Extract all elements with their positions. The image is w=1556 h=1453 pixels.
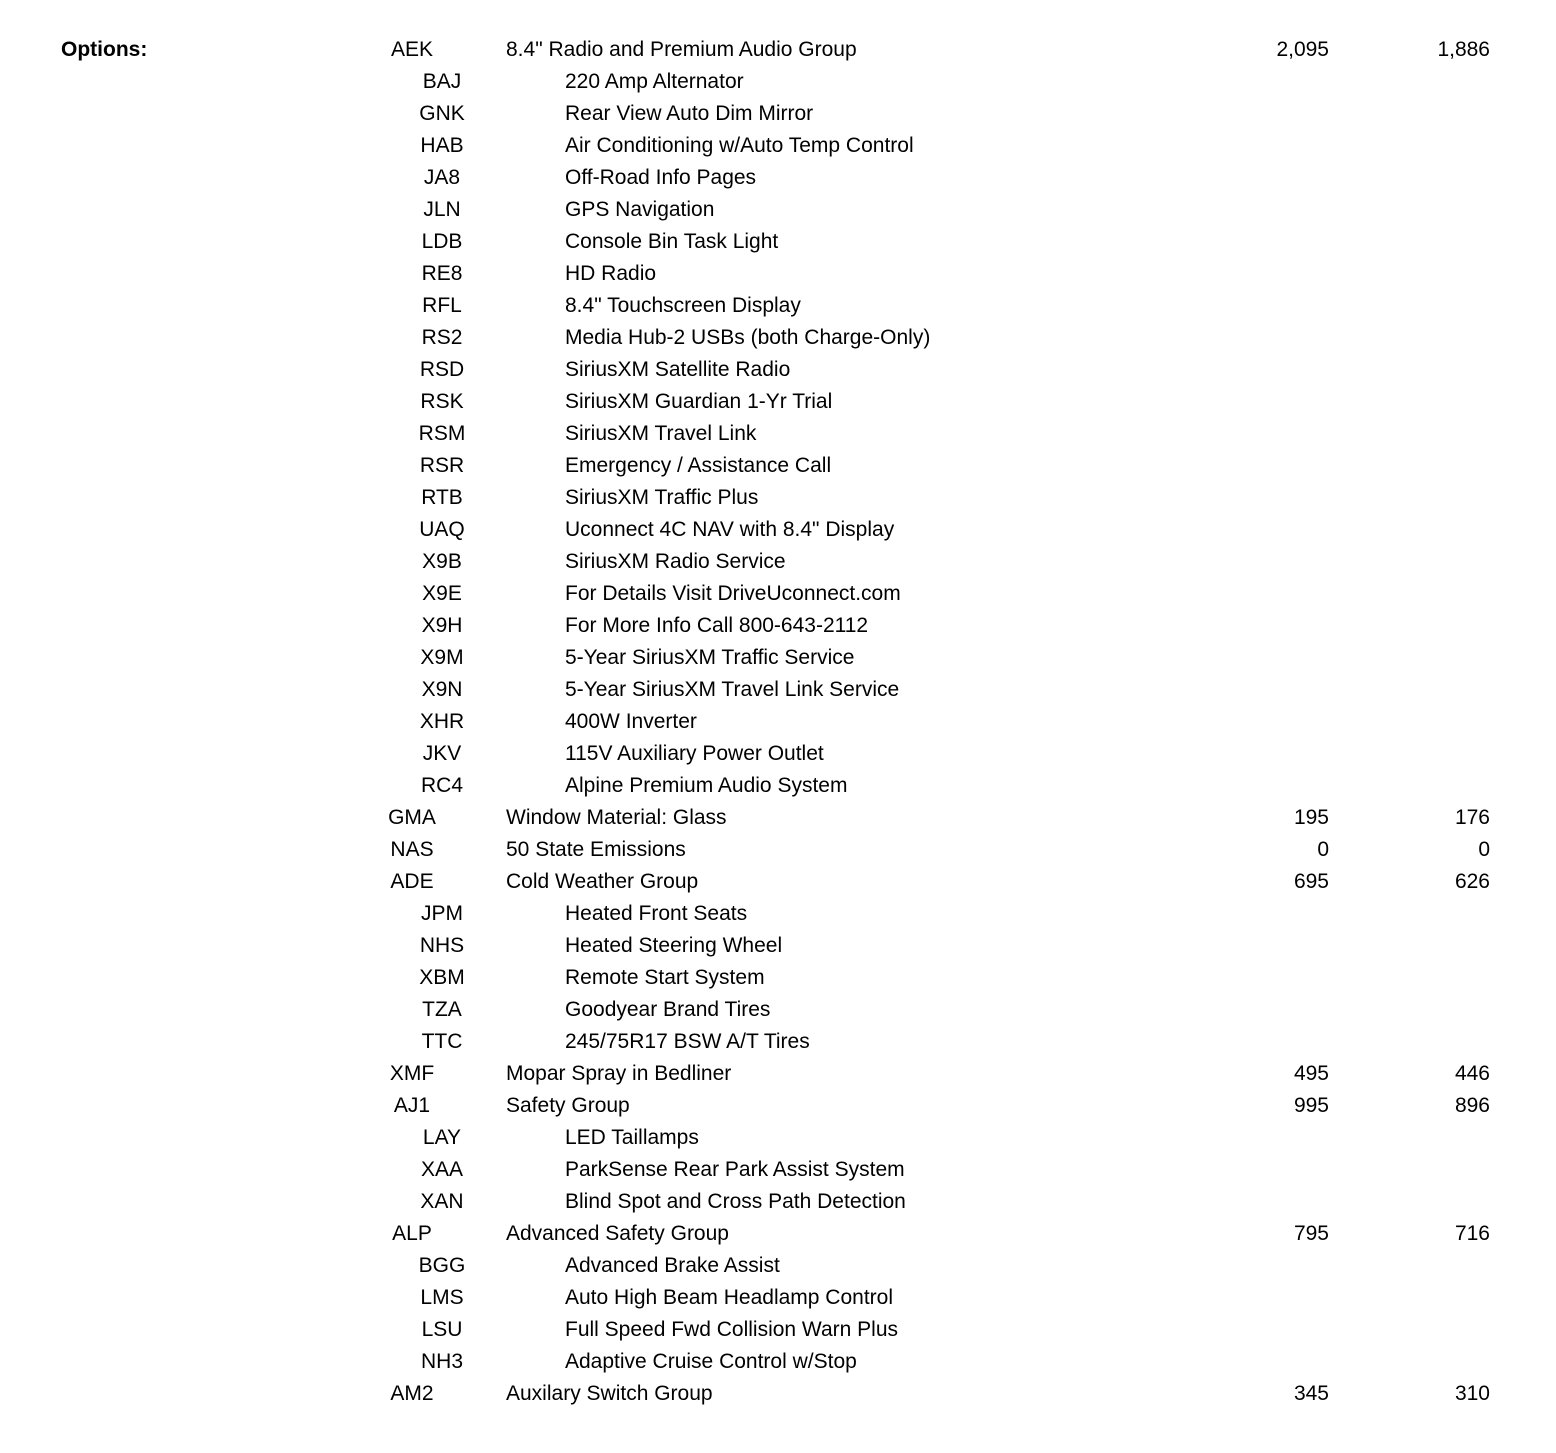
option-code: NH3 <box>420 1350 463 1373</box>
option-invoice: 176 <box>1454 806 1490 829</box>
option-sub-row <box>0 962 1556 994</box>
option-description: Cold Weather Group <box>506 870 699 893</box>
option-row <box>0 1090 1556 1122</box>
option-msrp: 795 <box>1293 1222 1329 1245</box>
option-sub-row <box>0 930 1556 962</box>
option-description: Goodyear Brand Tires <box>565 998 771 1021</box>
option-invoice: 0 <box>1478 838 1490 861</box>
option-description: Uconnect 4C NAV with 8.4" Display <box>565 518 895 541</box>
option-code: JKV <box>422 742 462 765</box>
option-description: 8.4" Radio and Premium Audio Group <box>506 38 857 61</box>
option-code: AM2 <box>390 1382 434 1405</box>
option-description: 50 State Emissions <box>506 838 686 861</box>
option-code: TTC <box>421 1030 463 1053</box>
option-sub-row <box>0 770 1556 802</box>
option-code: JLN <box>423 198 461 221</box>
option-description: Remote Start System <box>565 966 765 989</box>
option-sub-row <box>0 738 1556 770</box>
option-description: Safety Group <box>506 1094 630 1117</box>
option-description: Auto High Beam Headlamp Control <box>565 1286 894 1309</box>
option-sub-row <box>0 514 1556 546</box>
option-code: GMA <box>388 806 436 829</box>
option-description: Air Conditioning w/Auto Temp Control <box>565 134 914 157</box>
option-description: Advanced Brake Assist <box>565 1254 780 1277</box>
option-code: RSR <box>419 454 465 477</box>
option-sub-row <box>0 450 1556 482</box>
option-sub-row <box>0 1122 1556 1154</box>
option-msrp: 995 <box>1293 1094 1329 1117</box>
option-sub-row <box>0 162 1556 194</box>
option-sub-row <box>0 1026 1556 1058</box>
option-sub-row <box>0 194 1556 226</box>
option-row <box>0 802 1556 834</box>
option-description: Console Bin Task Light <box>565 230 779 253</box>
option-code: X9B <box>422 550 462 573</box>
option-description: Blind Spot and Cross Path Detection <box>565 1190 906 1213</box>
option-code: JPM <box>421 902 463 925</box>
option-code: RSM <box>418 422 466 445</box>
option-code: X9M <box>420 646 464 669</box>
option-sub-row <box>0 290 1556 322</box>
option-sub-row <box>0 1282 1556 1314</box>
option-code: RSK <box>420 390 464 413</box>
option-description: ParkSense Rear Park Assist System <box>565 1158 905 1181</box>
option-code: ALP <box>392 1222 432 1245</box>
option-code: RSD <box>419 358 465 381</box>
options-list <box>0 34 1556 1410</box>
option-row <box>0 834 1556 866</box>
option-description: Mopar Spray in Bedliner <box>506 1062 732 1085</box>
option-sub-row <box>0 1314 1556 1346</box>
option-invoice: 626 <box>1454 870 1490 893</box>
option-description: 115V Auxiliary Power Outlet <box>565 742 824 765</box>
option-sub-row <box>0 482 1556 514</box>
option-sub-row <box>0 354 1556 386</box>
option-code: XAN <box>420 1190 464 1213</box>
option-invoice: 1,886 <box>1437 38 1490 61</box>
option-description: 245/75R17 BSW A/T Tires <box>565 1030 810 1053</box>
option-sub-row <box>0 1154 1556 1186</box>
option-description: GPS Navigation <box>565 198 715 221</box>
option-description: Media Hub-2 USBs (both Charge-Only) <box>565 326 931 349</box>
option-sub-row <box>0 258 1556 290</box>
option-code: X9N <box>421 678 463 701</box>
option-description: 220 Amp Alternator <box>565 70 744 93</box>
option-code: TZA <box>422 998 462 1021</box>
option-description: For Details Visit DriveUconnect.com <box>565 582 901 605</box>
option-sub-row <box>0 226 1556 258</box>
option-row <box>0 34 1556 66</box>
option-row <box>0 1218 1556 1250</box>
option-description: SiriusXM Guardian 1-Yr Trial <box>565 390 833 413</box>
option-code: RTB <box>421 486 463 509</box>
option-code: LDB <box>421 230 463 253</box>
option-sub-row <box>0 674 1556 706</box>
option-msrp: 195 <box>1293 806 1329 829</box>
option-sub-row <box>0 642 1556 674</box>
option-row <box>0 1378 1556 1410</box>
option-code: LSU <box>421 1318 463 1341</box>
option-sub-row <box>0 1346 1556 1378</box>
option-code: BAJ <box>422 70 462 93</box>
option-invoice: 310 <box>1454 1382 1490 1405</box>
option-code: RFL <box>422 294 462 317</box>
option-sub-row <box>0 898 1556 930</box>
option-sub-row <box>0 386 1556 418</box>
option-description: 5-Year SiriusXM Travel Link Service <box>565 678 900 701</box>
option-code: XBM <box>419 966 465 989</box>
option-code: X9H <box>421 614 463 637</box>
option-code: GNK <box>419 102 465 125</box>
option-code: JA8 <box>423 166 461 189</box>
option-description: 400W Inverter <box>565 710 697 733</box>
option-row <box>0 1058 1556 1090</box>
option-sub-row <box>0 1186 1556 1218</box>
option-description: SiriusXM Satellite Radio <box>565 358 791 381</box>
option-description: Auxilary Switch Group <box>506 1382 713 1405</box>
option-description: HD Radio <box>565 262 657 285</box>
option-description: Full Speed Fwd Collision Warn Plus <box>565 1318 899 1341</box>
option-sub-row <box>0 1250 1556 1282</box>
option-code: LMS <box>420 1286 464 1309</box>
option-msrp: 0 <box>1317 838 1329 861</box>
option-description: Heated Steering Wheel <box>565 934 783 957</box>
option-code: RE8 <box>421 262 463 285</box>
options-label: Options: <box>61 38 148 61</box>
option-code: BGG <box>418 1254 466 1277</box>
option-code: LAY <box>422 1126 462 1149</box>
option-description: Heated Front Seats <box>565 902 748 925</box>
option-sub-row <box>0 418 1556 450</box>
option-msrp: 2,095 <box>1276 38 1329 61</box>
option-invoice: 446 <box>1454 1062 1490 1085</box>
option-description: 5-Year SiriusXM Traffic Service <box>565 646 855 669</box>
option-description: Rear View Auto Dim Mirror <box>565 102 814 125</box>
option-row <box>0 866 1556 898</box>
option-code: NHS <box>419 934 465 957</box>
option-sub-row <box>0 98 1556 130</box>
option-sub-row <box>0 130 1556 162</box>
option-code: XMF <box>389 1062 435 1085</box>
option-description: For More Info Call 800-643-2112 <box>565 614 869 637</box>
option-invoice: 896 <box>1454 1094 1490 1117</box>
option-description: Advanced Safety Group <box>506 1222 729 1245</box>
option-description: Alpine Premium Audio System <box>565 774 848 797</box>
option-msrp: 495 <box>1293 1062 1329 1085</box>
option-sub-row <box>0 706 1556 738</box>
option-code: UAQ <box>419 518 465 541</box>
option-description: Adaptive Cruise Control w/Stop <box>565 1350 857 1373</box>
option-code: NAS <box>390 838 434 861</box>
option-sub-row <box>0 578 1556 610</box>
option-description: SiriusXM Travel Link <box>565 422 757 445</box>
option-code: X9E <box>422 582 462 605</box>
option-msrp: 695 <box>1293 870 1329 893</box>
option-sub-row <box>0 546 1556 578</box>
option-sub-row <box>0 66 1556 98</box>
option-sub-row <box>0 994 1556 1026</box>
option-code: AJ1 <box>393 1094 431 1117</box>
option-invoice: 716 <box>1454 1222 1490 1245</box>
option-code: XAA <box>420 1158 464 1181</box>
option-msrp: 345 <box>1293 1382 1329 1405</box>
option-code: AEK <box>390 38 434 61</box>
option-description: 8.4" Touchscreen Display <box>565 294 801 317</box>
option-description: LED Taillamps <box>565 1126 699 1149</box>
option-description: Window Material: Glass <box>506 806 727 829</box>
option-sub-row <box>0 610 1556 642</box>
option-description: SiriusXM Radio Service <box>565 550 786 573</box>
option-description: Emergency / Assistance Call <box>565 454 832 477</box>
option-description: SiriusXM Traffic Plus <box>565 486 759 509</box>
option-code: RS2 <box>421 326 463 349</box>
option-code: RC4 <box>420 774 463 797</box>
option-description: Off-Road Info Pages <box>565 166 757 189</box>
option-code: HAB <box>420 134 464 157</box>
option-code: XHR <box>419 710 465 733</box>
option-code: ADE <box>390 870 434 893</box>
option-sub-row <box>0 322 1556 354</box>
